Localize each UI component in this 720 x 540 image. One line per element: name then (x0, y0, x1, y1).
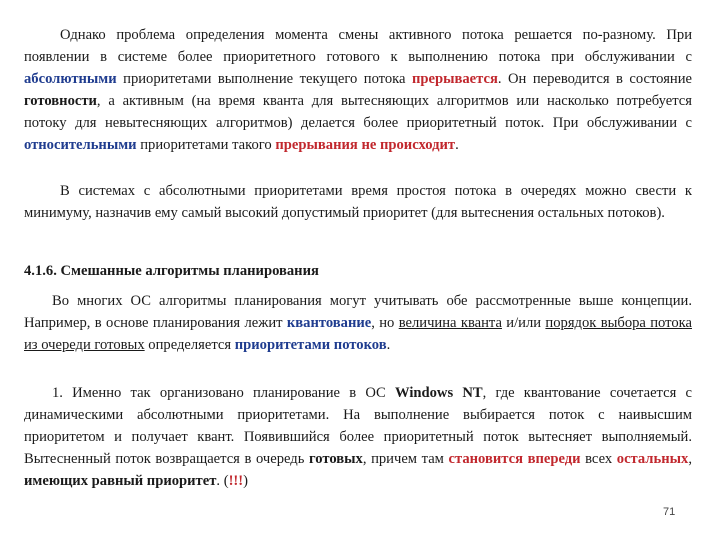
section-heading: 4.1.6. Смешанные алгоритмы планирования (24, 263, 319, 279)
emphasis-bold: готовности (24, 93, 97, 109)
text-run: и/или (501, 315, 546, 331)
text-run: Во многих ОС алгоритмы планирования могут учитывать обе рассмотренные выше концепции. Например, в основе планирования лежит (24, 293, 692, 331)
emphasis-red: прерывания не происходит (275, 137, 456, 153)
emphasis-bold: готовых (308, 451, 363, 467)
text-run: , а активным (на время кванта для вытесняющих алгоритмов или насколько потребуется потоку для невытесняющих алгоритмов) делается более приоритетный поток. При обслуживании с (24, 93, 692, 131)
emphasis-red: остальных (616, 451, 689, 467)
text-run: , но (371, 315, 399, 331)
text-run: приоритетами выполнение текущего потока (116, 71, 412, 87)
text-run: . ( (216, 473, 229, 489)
emphasis-red: прерывается (411, 71, 498, 87)
paragraph-windows-nt (24, 382, 692, 492)
emphasis-underline: порядок выбора потока из очереди готовых (24, 315, 692, 353)
text-run: приоритетами такого (136, 137, 276, 153)
emphasis-blue: приоритетами потоков (234, 337, 387, 353)
emphasis-blue: абсолютными (24, 71, 117, 87)
emphasis-red: !!! (228, 473, 244, 489)
text-run: . (455, 137, 459, 153)
text-run: определяется (144, 337, 235, 353)
text-run: , где квантование сочетается с динамическими абсолютными приоритетами. На выполнение выбирается поток с наивысшим приоритетом и получает квант. Появившийся более приоритетный поток вытесняет выполняемый. Вытесненный поток возвращается в очередь (24, 385, 692, 467)
text-run: . Он переводится в состояние (497, 71, 693, 87)
text-run: 1. Именно так организовано планирование в ОС (52, 385, 395, 401)
emphasis-blue: квантование (286, 315, 372, 331)
paragraph-mixed-algorithms (24, 290, 692, 356)
emphasis-bold: Windows NT (394, 385, 483, 401)
page-number: 71 (663, 506, 676, 518)
emphasis-red: становится впереди (448, 451, 581, 467)
text-run: ) (243, 473, 249, 489)
emphasis-blue: относительными (24, 137, 137, 153)
text-run: всех (580, 451, 617, 467)
paragraph-absolute-priority-idle (24, 180, 692, 224)
text-run: , причем там (362, 451, 449, 467)
text-run: . (386, 337, 391, 353)
text-run: В системах с абсолютными приоритетами время простоя потока в очередях можно свести к минимуму, назначив ему самый высокий допустимый приоритет (для вытеснения остальных потоков). (24, 183, 692, 221)
text-run: Однако проблема определения момента смены активного потока решается по-разному. При появлении в системе более приоритетного готового к выполнению потока при обслуживании с (24, 27, 692, 65)
paragraph-priorities-intro (24, 24, 692, 156)
emphasis-bold: имеющих равный приоритет (24, 473, 217, 489)
emphasis-underline: величина кванта (398, 315, 502, 331)
text-run: , (688, 451, 692, 467)
